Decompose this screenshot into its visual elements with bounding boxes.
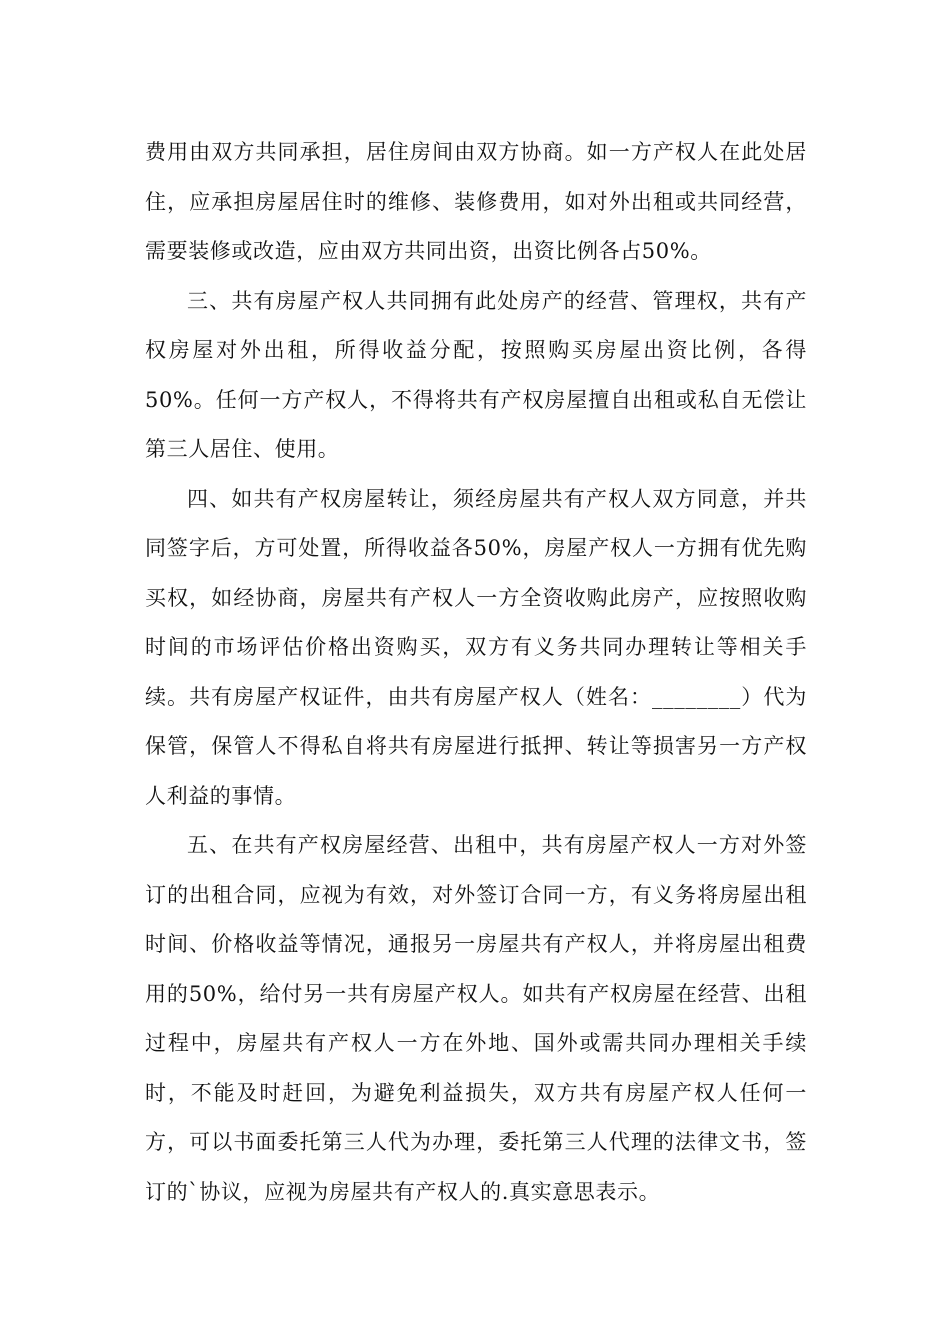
paragraph-clause-five: 五、在共有产权房屋经营、出租中，共有房屋产权人一方对外签订的出租合同，应视为有效，对外签订合同一方，有义务将房屋出租时间、价格收益等情况，通报另一房屋共有产权人，并将房屋出租费用的50%，给付另一共有房屋产权人。如共有产权房屋在经营、出租过程中，房屋共有产权人一方在外地、国外或需共同办理相关手续时，不能及时赶回，为避免利益损失，双方共有房屋产权人任何一方，可以书面委托第三人代为办理，委托第三人代理的法律文书，签订的`协议，应视为房屋共有产权人的.真实意思表示。: [145, 833, 807, 1204]
paragraph-clause-three: 三、共有房屋产权人共同拥有此处房产的经营、管理权，共有产权房屋对外出租，所得收益分配，按照购买房屋出资比例，各得50%。任何一方产权人，不得将共有产权房屋擅自出租或私自无偿让第三人居住、使用。: [145, 288, 807, 461]
paragraph-cost-sharing: 费用由双方共同承担，居住房间由双方协商。如一方产权人在此处居住，应承担房屋居住时的维修、装修费用，如对外出租或共同经营，需要装修或改造，应由双方共同出资，出资比例各占50%。: [145, 140, 807, 263]
paragraph-clause-four: 四、如共有产权房屋转让，须经房屋共有产权人双方同意，并共同签字后，方可处置，所得收益各50%，房屋产权人一方拥有优先购买权，如经协商，房屋共有产权人一方全资收购此房产，应按照收购时间的市场评估价格出资购买，双方有义务共同办理转让等相关手续。共有房屋产权证件，由共有房屋产权人（姓名：________）代为保管，保管人不得私自将共有房屋进行抵押、转让等损害另一方产权人利益的事情。: [145, 486, 807, 808]
document-body: [145, 128, 807, 1217]
